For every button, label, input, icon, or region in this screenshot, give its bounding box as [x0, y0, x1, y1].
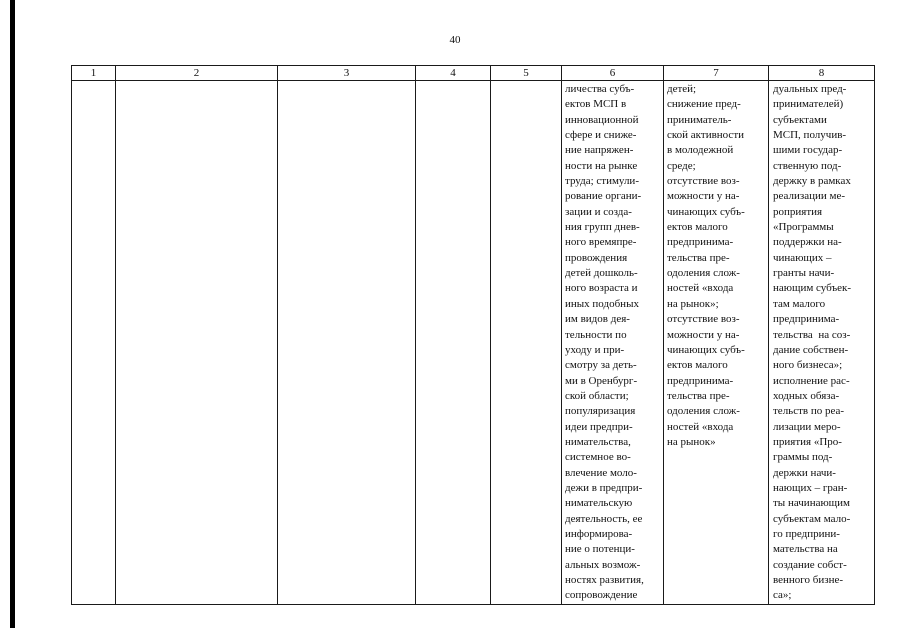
- cell-col-6-text: личества субъ- ектов МСП в инновационной сфере и сниже- ние напряжен- ности на рынке труда; стимули- рование органи- зации и созда- ния групп днев- ного времяпре- провождения детей дошколь- ного возраста и иных подобных им видов дея- тельности по уходу и при- смотру за деть- ми в Оренбург- ской области; популяризация идеи предпри- нимательства, системное во- влечение моло- дежи в предпри- нимательскую деятельность, ее информирова- ние о потенци- альных возмож- ностях развития, сопровождение: [565, 83, 644, 602]
- cell-col-4: [416, 81, 491, 605]
- table-row: [72, 81, 875, 605]
- column-header-8: 8: [769, 66, 875, 81]
- column-header-5: 5: [491, 66, 562, 81]
- cell-col-8: [769, 81, 875, 605]
- cell-col-5: [491, 81, 562, 605]
- cell-col-8-text: дуальных пред- принимателей) субъектами МСП, получив- шими государ- ственную под- держку в рамках реализации ме- роприятия «Программы поддержки на- чинающих – гранты начи- нающим субъек- там малого предпринима- тельства на соз- дание собствен- ного бизнеса»; исполнение рас- ходных обяза- тельств по реа- лизации меро- приятия «Про- граммы под- держки начи- нающих – гран- ты начинающим субъектам мало- го предприни- мательства на создание собст- венного бизне- са»;: [773, 83, 852, 602]
- column-header-7: 7: [664, 66, 769, 81]
- cell-col-7: [664, 81, 769, 605]
- header-row: [72, 66, 875, 81]
- cell-col-3: [278, 81, 416, 605]
- cell-col-2: [116, 81, 278, 605]
- column-header-3: 3: [278, 66, 416, 81]
- cell-col-7-text: детей; снижение пред- приниматель- ской активности в молодежной среде; отсутствие воз- можности у на- чинающих субъ- ектов малого предпринима- тельства пре- одоления слож- ностей «входа на рынок»; отсутствие воз- можности у на- чинающих субъ- ектов малого предпринима- тельства пре- одоления слож- ностей «входа на рынок»: [667, 83, 745, 448]
- column-header-6: 6: [562, 66, 664, 81]
- cell-col-1: [72, 81, 116, 605]
- column-header-2: 2: [116, 66, 278, 81]
- column-header-1: 1: [72, 66, 116, 81]
- column-header-4: 4: [416, 66, 491, 81]
- page-number: 40: [449, 34, 461, 46]
- document-table: [71, 65, 875, 605]
- cell-col-6: [562, 81, 664, 605]
- binding-edge-bar: [10, 0, 15, 628]
